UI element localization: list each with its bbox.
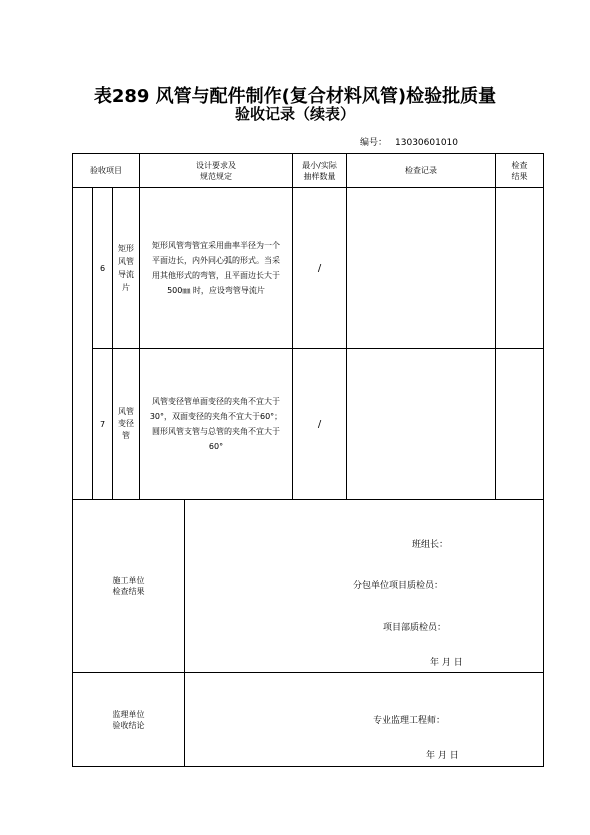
- construction-date[interactable]: 年 月 日: [430, 658, 463, 668]
- header-item: 验收项目: [90, 166, 122, 175]
- header-sample: 最小/实际 抽样数量: [302, 160, 337, 181]
- header-result: 检查 结果: [511, 160, 528, 181]
- row-6-number: 6: [99, 263, 106, 273]
- row-7-number: 7: [99, 419, 106, 429]
- supervision-engineer-signature[interactable]: 专业监理工程师：: [373, 716, 446, 726]
- header-requirement: 设计要求及 规范规定: [196, 160, 236, 181]
- project-inspector-signature[interactable]: 项目部质检员：: [383, 623, 447, 633]
- doc-number-value: 13030601010: [395, 138, 459, 148]
- team-leader-signature[interactable]: 班组长：: [412, 540, 449, 550]
- row-6-name: 矩形 风管 导流 片: [118, 244, 134, 292]
- row-6-sample: /: [317, 262, 322, 274]
- construction-label: 施工单位 检查结果: [112, 576, 145, 596]
- header-record: 检查记录: [405, 166, 437, 175]
- row-6-requirement: 矩形风管弯管宜采用曲率半径为一个 平面边长，内外同心弧的形式。当采 用其他形式的弯管，且平面边长大于 500㎜ 时，应设弯管导流片: [152, 241, 280, 295]
- doc-number: [360, 135, 458, 148]
- row-7-requirement: 风管变径管单面变径的夹角不宜大于 30°，双面变径的夹角不宜大于60°； 圆形风管支管与总管的夹角不宜大于 60°: [149, 397, 283, 451]
- row-7-sample: /: [317, 418, 322, 430]
- row-7-record[interactable]: [347, 349, 495, 499]
- supervision-label: 监理单位 验收结论: [112, 709, 145, 730]
- row-6-record[interactable]: [347, 188, 495, 348]
- row-6-result[interactable]: [496, 188, 543, 348]
- page-title: 表289 风管与配件制作(复合材料风管)检验批质量: [93, 86, 497, 107]
- page-subtitle: 验收记录（续表）: [234, 105, 355, 123]
- supervision-date[interactable]: 年 月 日: [426, 751, 459, 761]
- row-7-name: 风管 变径 管: [118, 407, 134, 440]
- sub-inspector-signature[interactable]: 分包单位项目质检员：: [353, 581, 444, 591]
- row-7-result[interactable]: [496, 349, 543, 499]
- doc-number-label: 编号：: [360, 138, 388, 148]
